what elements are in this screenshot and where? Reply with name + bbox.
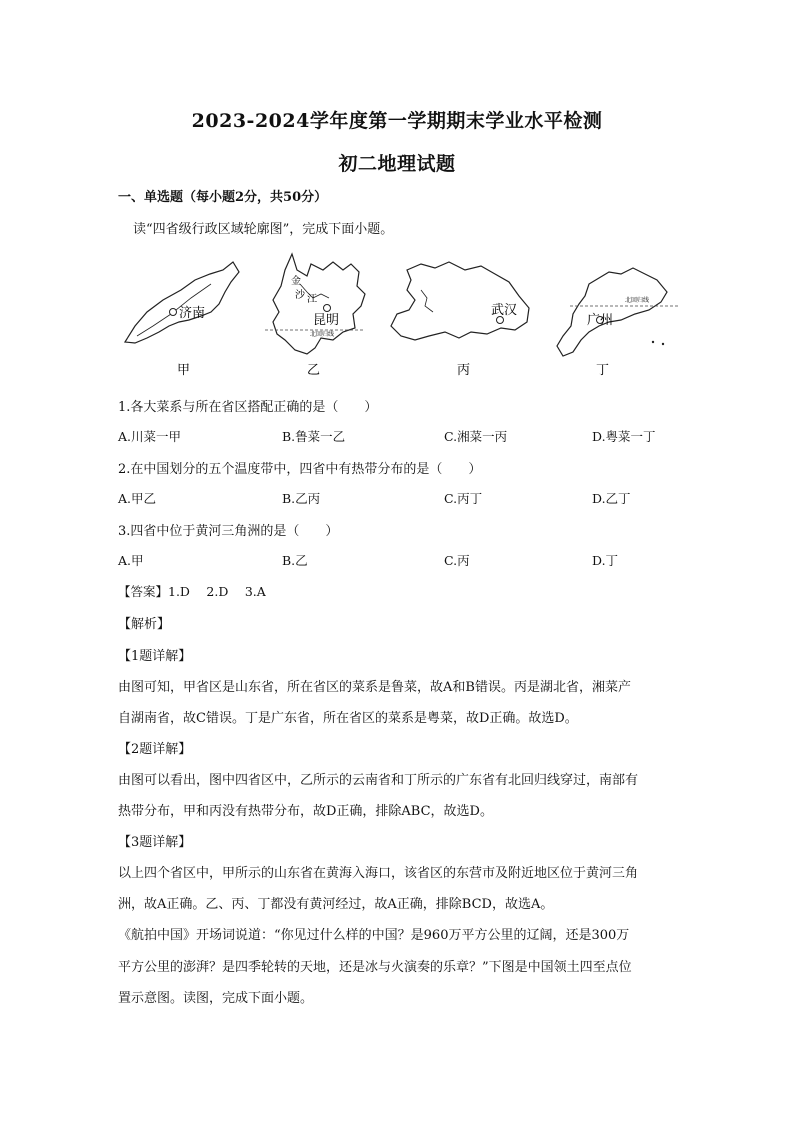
city-guangzhou: 广州 <box>587 313 614 328</box>
q3-detail-line2: 洲，故A正确。乙、丙、丁都没有黄河经过，故A正确，排除BCD，故选A。 <box>118 897 554 912</box>
q1-detail-line1: 由图可知，甲省区是山东省，所在省区的菜系是鲁菜，故A和B错误。丙是湖北省，湘菜产 <box>118 680 631 695</box>
page-subtitle: 初二地理试题 <box>338 153 456 175</box>
river-char-jiang: 江 <box>307 294 317 305</box>
province-outline-maps <box>115 240 685 380</box>
q2-option-c: C.丙丁 <box>444 491 483 506</box>
map-label-ding: 丁 <box>596 363 610 378</box>
q3-option-c: C.丙 <box>444 553 470 568</box>
q1-option-b: B.鲁菜一乙 <box>282 429 346 444</box>
q2-detail-line1: 由图可以看出，图中四省区中，乙所示的云南省和丁所示的广东省有北回归线穿过，南部有 <box>118 773 639 788</box>
q1-detail-line2: 自湖南省，故C错误。丁是广东省，所在省区的菜系是粤菜，故D正确。故选D。 <box>118 711 578 726</box>
section-heading: 一、单选题（每小题2分，共50分） <box>118 190 328 205</box>
passage-line1: 《航拍中国》开场词说道：“你见过什么样的中国？是960万平方公里的辽阔，还是300万 <box>118 928 630 943</box>
question-2-stem: 2.在中国划分的五个温度带中，四省中有热带分布的是（ ） <box>118 462 482 477</box>
map-label-yi: 乙 <box>307 363 321 378</box>
q2-option-d: D.乙丁 <box>592 491 631 506</box>
river-char-jin: 金 <box>291 276 301 287</box>
q1-option-d: D.粤菜一丁 <box>592 429 656 444</box>
q3-detail-heading: 【3题详解】 <box>118 835 192 850</box>
answer-line: 【答案】1.D 2.D 3.A <box>118 584 266 599</box>
river-char-sha: 沙 <box>295 290 305 301</box>
q3-option-d: D.丁 <box>592 553 619 568</box>
tropic-label-yi: 北回归线 <box>310 331 335 338</box>
map-label-jia: 甲 <box>177 363 191 378</box>
city-jinan: 济南 <box>179 306 206 321</box>
map-yi <box>265 254 365 378</box>
q1-option-a: A.川菜一甲 <box>118 429 182 444</box>
passage-line2: 平方公里的澎湃？是四季轮转的天地，还是冰与火演奏的乐章？”下图是中国领土四至点位 <box>118 960 632 975</box>
analysis-heading: 【解析】 <box>118 617 171 632</box>
q2-option-b: B.乙丙 <box>282 491 321 506</box>
passage-line3: 置示意图。读图，完成下面小题。 <box>118 991 314 1006</box>
map-ding <box>557 268 680 378</box>
page-title: 2023-2024学年度第一学期期末学业水平检测 <box>191 110 603 132</box>
map-bing <box>391 262 529 378</box>
map-label-bing: 丙 <box>457 363 471 378</box>
city-kunming: 昆明 <box>313 313 340 328</box>
q3-option-b: B.乙 <box>282 553 308 568</box>
q2-option-a: A.甲乙 <box>118 491 157 506</box>
q2-detail-line2: 热带分布，甲和丙没有热带分布，故D正确，排除ABC，故选D。 <box>118 804 493 819</box>
question-1-stem: 1.各大菜系与所在省区搭配正确的是（ ） <box>118 400 378 415</box>
tropic-label-ding: 北回归线 <box>625 297 650 304</box>
q3-detail-line1: 以上四个省区中，甲所示的山东省在黄海入海口，该省区的东营市及附近地区位于黄河三角 <box>118 866 639 881</box>
q1-detail-heading: 【1题详解】 <box>118 649 192 664</box>
q2-detail-heading: 【2题详解】 <box>118 742 192 757</box>
q1-option-c: C.湘菜一丙 <box>444 429 508 444</box>
q3-option-a: A.甲 <box>118 553 144 568</box>
question-3-stem: 3.四省中位于黄河三角洲的是（ ） <box>118 524 339 539</box>
city-wuhan: 武汉 <box>491 303 518 318</box>
reading-intro: 读“四省级行政区域轮廓图”，完成下面小题。 <box>133 222 394 237</box>
map-jia <box>125 262 239 378</box>
